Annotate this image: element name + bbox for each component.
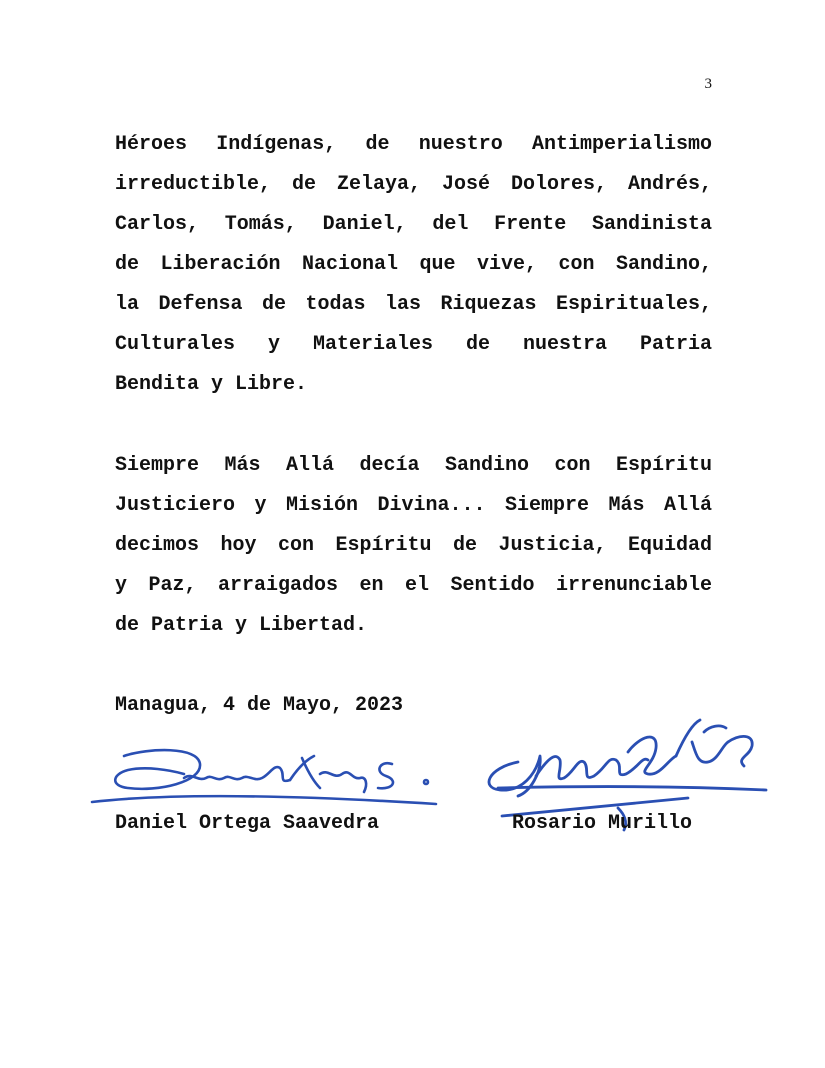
signer-name-1: Daniel Ortega Saavedra	[115, 812, 380, 835]
paragraph-line: Carlos, Tomás, Daniel, del Frente Sandinista	[115, 213, 712, 236]
paragraph-line: Bendita y Libre.	[115, 373, 308, 396]
paragraph-line: Justiciero y Misión Divina... Siempre Más Allá	[115, 494, 712, 517]
paragraph-line: de Liberación Nacional que vive, con Sandino,	[115, 253, 712, 276]
paragraph-line: Héroes Indígenas, de nuestro Antimperialismo	[115, 133, 712, 156]
place-and-date: Managua, 4 de Mayo, 2023	[115, 694, 404, 717]
page-number: 3	[704, 76, 712, 92]
paragraph-line: Siempre Más Allá decía Sandino con Espíritu	[115, 454, 712, 477]
paragraph-line: de Patria y Libertad.	[115, 614, 368, 637]
signer-name-2: Rosario Murillo	[512, 812, 693, 835]
paragraph-2	[115, 446, 712, 646]
paragraph-line: irreductible, de Zelaya, José Dolores, Andrés,	[115, 173, 712, 196]
paragraph-line: Culturales y Materiales de nuestra Patria	[115, 333, 712, 356]
paragraph-1	[115, 125, 712, 405]
paragraph-line: y Paz, arraigados en el Sentido irrenunciable	[115, 574, 712, 597]
paragraph-line: decimos hoy con Espíritu de Justicia, Equidad	[115, 534, 712, 557]
signature-daniel-ortega	[88, 738, 440, 810]
paragraph-line: la Defensa de todas las Riquezas Espirituales,	[115, 293, 712, 316]
